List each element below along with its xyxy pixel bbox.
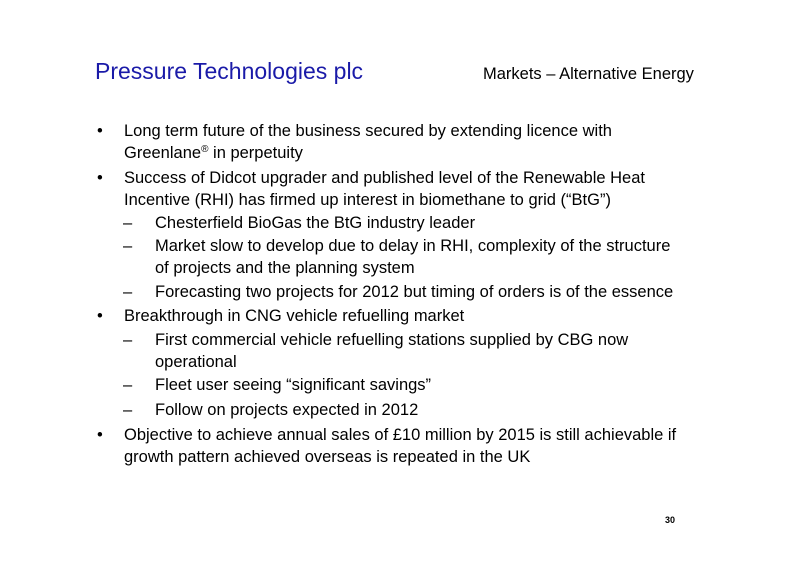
bullet-text-line: Follow on projects expected in 2012	[155, 401, 419, 419]
bullet-item-cng	[97, 305, 465, 327]
dash-marker: –	[123, 331, 133, 349]
sub-bullet-item-chesterfield	[123, 212, 476, 234]
page-number: 30	[665, 515, 676, 525]
sub-bullet-item-first-commercial	[123, 329, 629, 373]
bullet-text-line: Fleet user seeing “significant savings”	[155, 376, 432, 394]
bullet-text-line: Success of Didcot upgrader and published level of the Renewable Heat	[124, 169, 645, 187]
bullet-text-fragment: in perpetuity	[208, 144, 303, 162]
bullet-marker: •	[97, 307, 103, 325]
slide-title: Pressure Technologies plc	[95, 58, 364, 84]
bullet-text-line: Breakthrough in CNG vehicle refuelling market	[124, 307, 465, 325]
bullet-text-line: Incentive (RHI) has firmed up interest in biomethane to grid (“BtG”)	[124, 191, 611, 209]
bullet-text-line	[124, 142, 612, 164]
bullet-text-line: operational	[155, 353, 237, 371]
registered-mark: ®	[201, 144, 209, 155]
bullet-item-licence	[97, 120, 612, 164]
dash-marker: –	[123, 401, 133, 419]
bullet-text-line: Market slow to develop due to delay in RHI, complexity of the structure	[155, 237, 671, 255]
bullet-text-line: of projects and the planning system	[155, 259, 415, 277]
sub-bullet-item-forecasting	[123, 281, 674, 303]
bullet-marker: •	[97, 169, 103, 187]
sub-bullet-item-fleet-user	[123, 374, 432, 396]
dash-marker: –	[123, 214, 133, 232]
bullet-text-line: growth pattern achieved overseas is repeated in the UK	[124, 448, 531, 466]
bullet-text-line: Forecasting two projects for 2012 but timing of orders is of the essence	[155, 283, 674, 301]
bullet-text-line: Objective to achieve annual sales of £10 million by 2015 is still achievable if	[124, 426, 677, 444]
sub-bullet-item-market	[123, 235, 671, 279]
bullet-item-didcot	[97, 167, 645, 211]
sub-bullet-item-follow-on	[123, 399, 419, 421]
dash-marker: –	[123, 283, 133, 301]
bullet-text-line: First commercial vehicle refuelling stations supplied by CBG now	[155, 331, 629, 349]
bullet-item-objective	[97, 424, 677, 468]
dash-marker: –	[123, 237, 133, 255]
dash-marker: –	[123, 376, 133, 394]
bullet-marker: •	[97, 426, 103, 444]
greenlane-label: Greenlane	[124, 144, 202, 162]
bullet-text-line: Long term future of the business secured by extending licence with	[124, 122, 612, 140]
bullet-text-line: Chesterfield BioGas the BtG industry leader	[155, 214, 476, 232]
slide-section-heading: Markets – Alternative Energy	[483, 65, 694, 83]
bullet-marker: •	[97, 122, 103, 140]
